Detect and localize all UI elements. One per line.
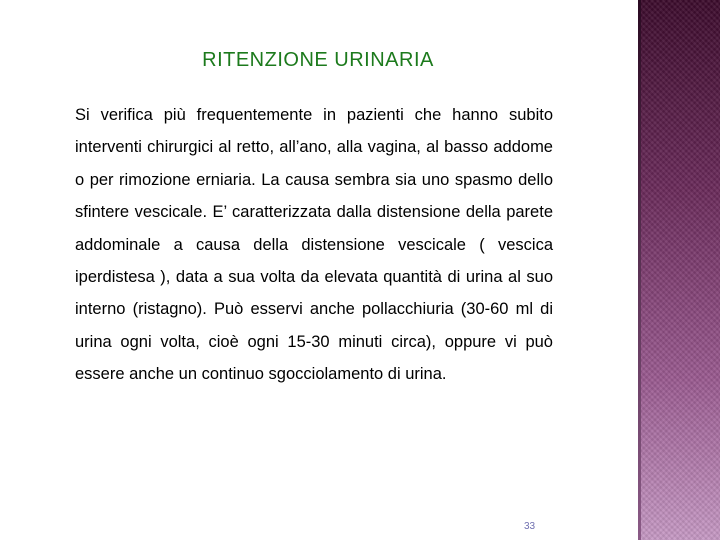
slide-title: RITENZIONE URINARIA — [202, 49, 434, 71]
slide-body-text: Si verifica più frequentemente in pazienti che hanno subito interventi chirurgici al retto, all’ano, alla vagina, al basso addome o per rimozione erniaria. La causa sembra sia uno spasmo dello sfintere vescicale. E’ caratterizzata dalla distensione della parete addominale a causa della distensione vescicale ( vescica iperdistesa ), data a sua volta da elevata quantità di urina al suo interno (ristagno). Può esservi anche pollacchiuria (30-60 ml di urina ogni volta, cioè ogni 15-30 minuti circa), oppure vi può essere anche un continuo sgocciolamento di urina. — [75, 106, 553, 384]
decorative-side-panel — [641, 0, 720, 540]
page-number: 33 — [524, 521, 536, 532]
